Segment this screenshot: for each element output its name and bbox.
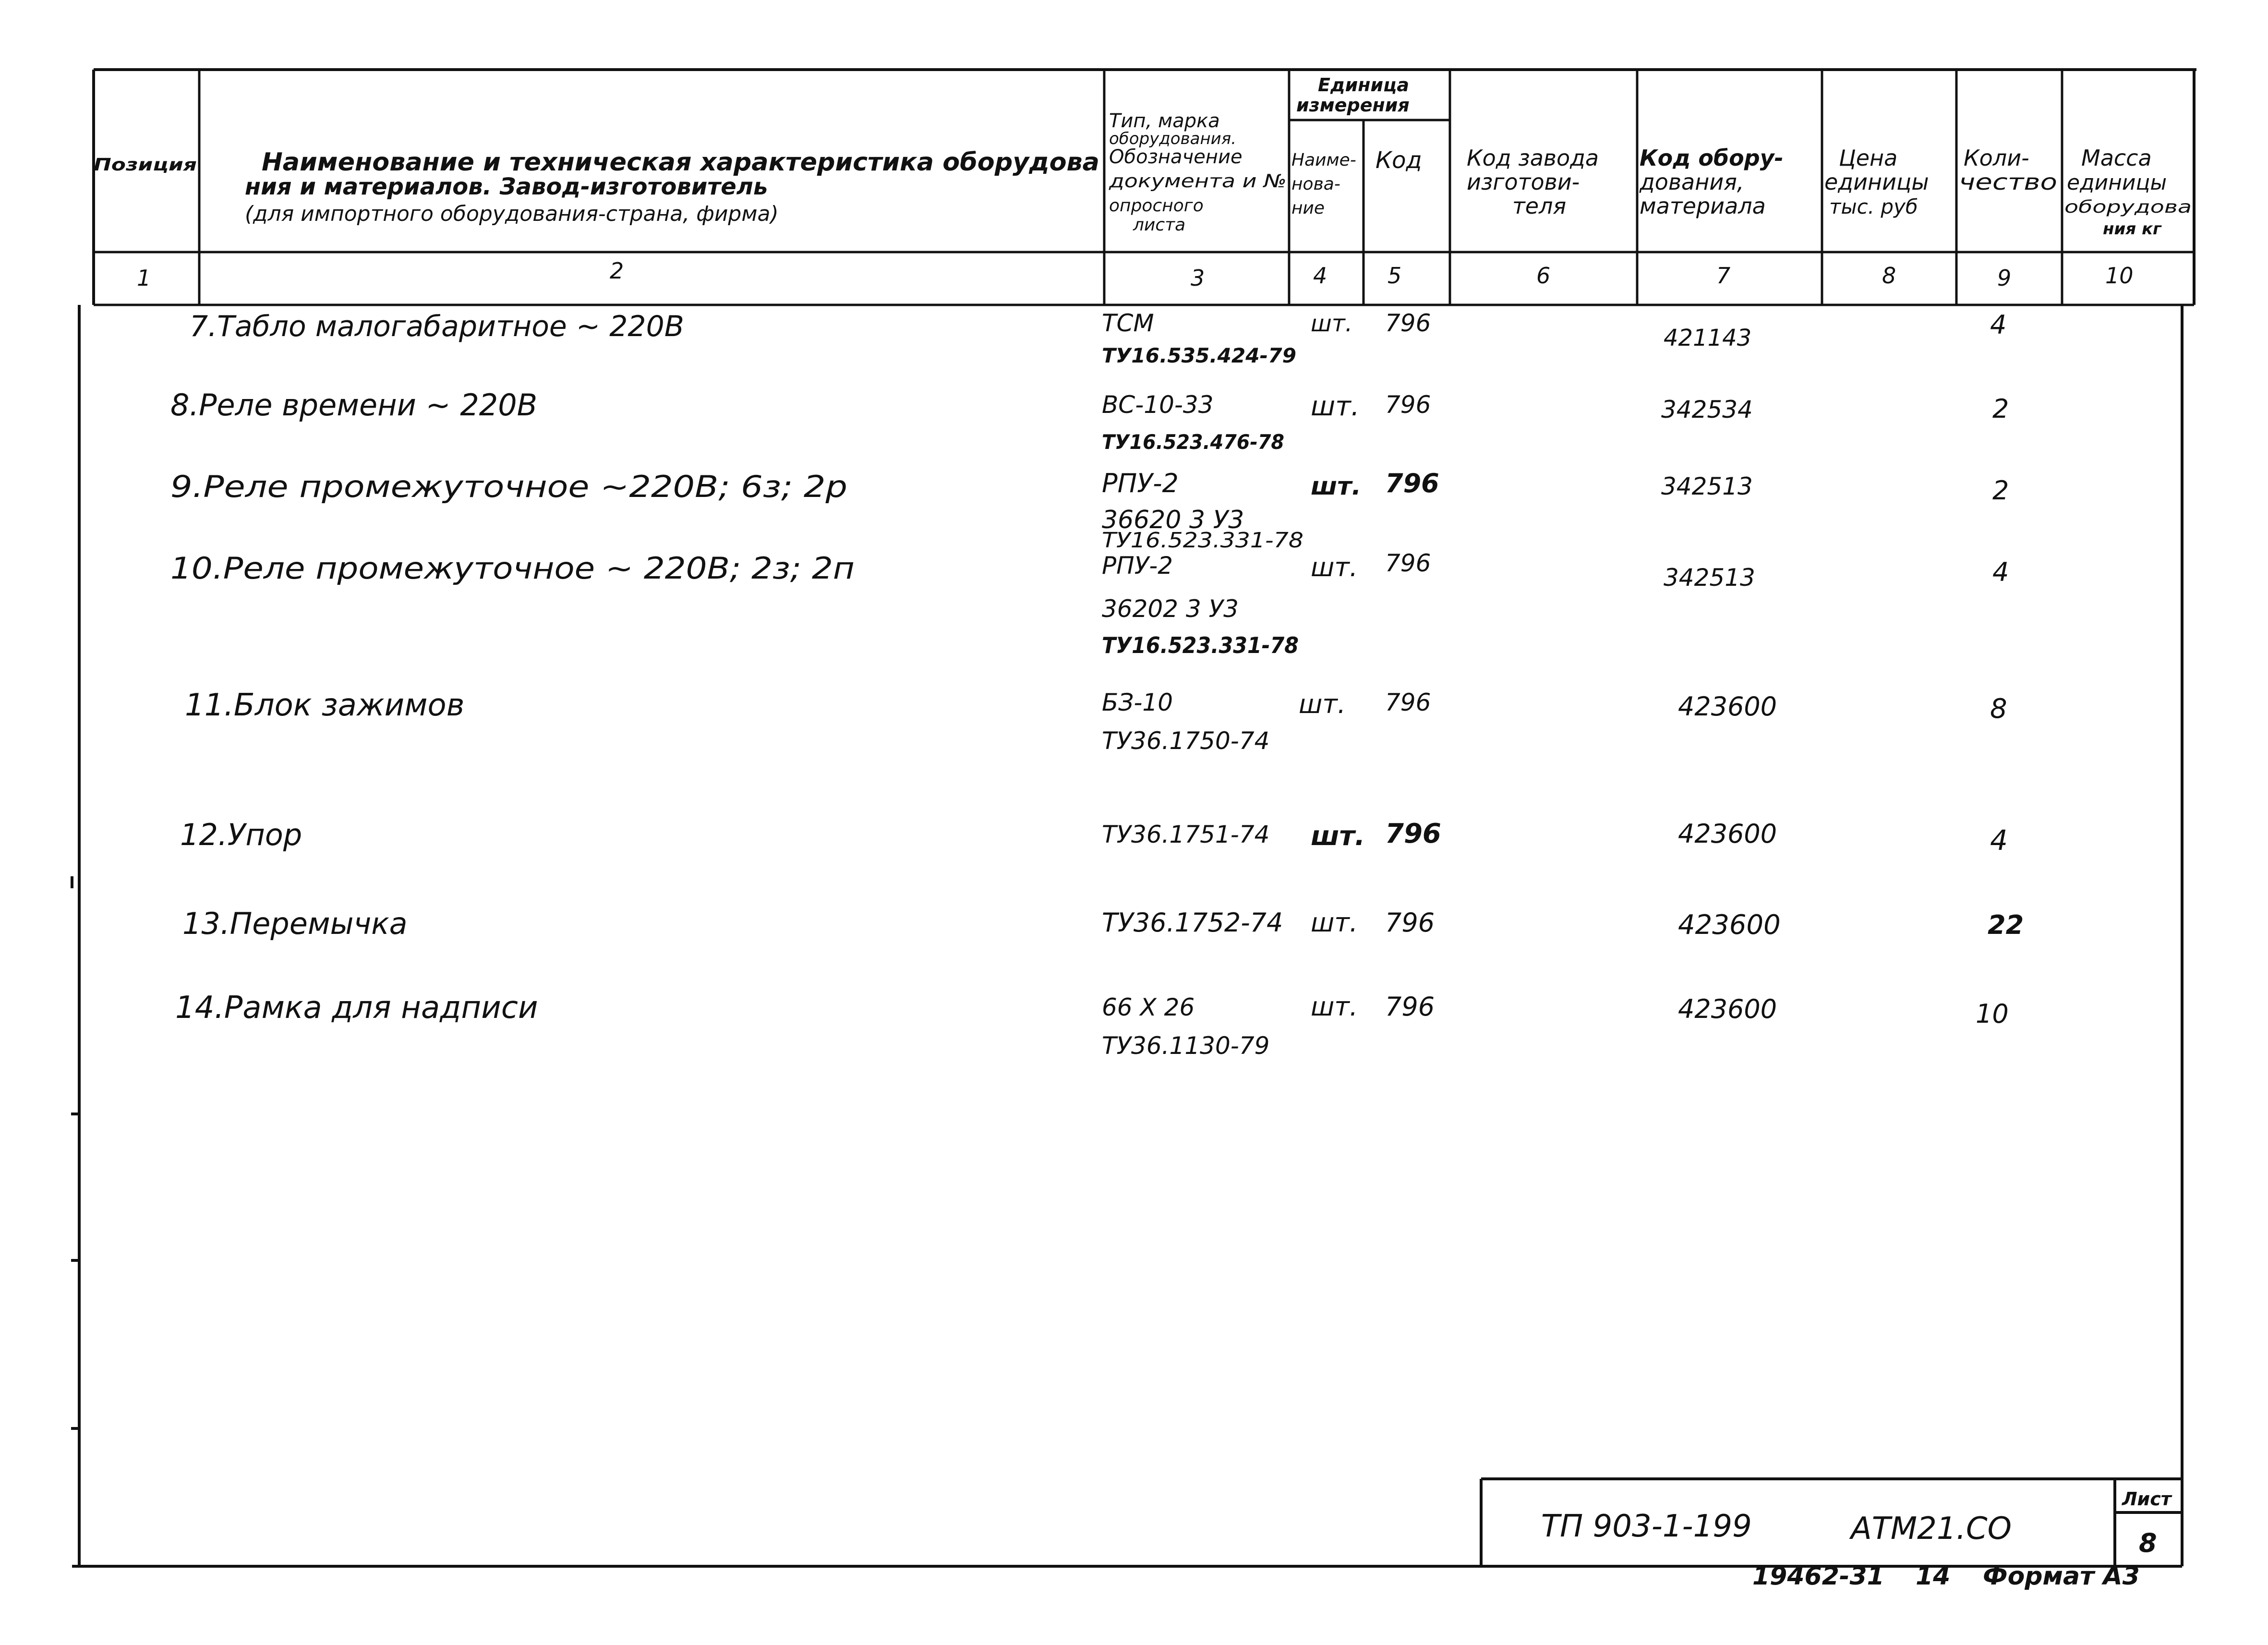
item-material-code: 423600: [1678, 819, 1777, 849]
header-unit-group-line1: Единица: [1318, 74, 1409, 96]
header-name-line3: (для импортного оборудования-страна, фирма): [245, 202, 779, 226]
item-unit-code: 796: [1385, 992, 1435, 1022]
item-unit-code: 796: [1385, 907, 1435, 938]
column-number: 7: [1716, 263, 1731, 289]
header-unit-code: Код: [1375, 147, 1422, 174]
item-unit: шт.: [1311, 552, 1358, 582]
header-name-line2: ния и материалов. Завод-изготовитель: [245, 173, 768, 200]
sheet-label: Лист: [2122, 1488, 2171, 1510]
header-mass-line2: единицы: [2067, 170, 2167, 195]
table-row: [170, 387, 2009, 454]
item-quantity: 4: [1990, 310, 2007, 340]
column-number: 8: [1882, 263, 1896, 289]
document-code: АТМ21.СО: [1851, 1511, 2012, 1547]
copy-number: 14: [1916, 1562, 1951, 1591]
item-name: 11.Блок зажимов: [185, 688, 465, 723]
header-type-line2: оборудования.: [1109, 129, 1237, 148]
column-number: 5: [1387, 263, 1402, 289]
column-number: 1: [137, 265, 151, 291]
item-unit: шт.: [1311, 821, 1365, 852]
column-numbers: [137, 258, 2134, 291]
header-type-line3: Обозначение: [1109, 146, 1243, 168]
item-type-line: ТУ36.1130-79: [1102, 1032, 1270, 1060]
header-factory-code-line1: Код завода: [1467, 145, 1599, 171]
header-material-code-line3: материала: [1640, 193, 1766, 219]
sheet-format: Формат А3: [1983, 1562, 2140, 1591]
sheet-number: 8: [2139, 1528, 2157, 1558]
table-header: [94, 74, 2192, 239]
header-type-line6: листа: [1133, 215, 1186, 235]
item-material-code: 423600: [1678, 691, 1777, 722]
item-type-line: БЗ-10: [1102, 689, 1173, 716]
item-unit: шт.: [1311, 391, 1360, 422]
table-row: [175, 990, 2009, 1060]
header-type-line4: документа и №: [1108, 170, 1287, 192]
table-body: [170, 309, 2024, 1060]
header-quantity-line2: чество: [1959, 169, 2057, 195]
item-type-line: ВС-10-33: [1102, 391, 1214, 419]
header-material-code-line2: дования,: [1640, 169, 1744, 195]
item-name: 9.Реле промежуточное ~220В; 6з; 2р: [170, 469, 848, 504]
sheet-frame: [72, 70, 2196, 1566]
item-quantity: 22: [1988, 910, 2024, 940]
item-material-code: 423600: [1678, 994, 1777, 1024]
item-type-line: ТУ36.1752-74: [1102, 907, 1283, 938]
item-unit-code: 796: [1385, 468, 1439, 498]
header-name-line1: Наименование и техническая характеристика оборудова: [262, 148, 1099, 177]
table-row: [170, 468, 2009, 553]
header-position: Позиция: [94, 155, 197, 175]
item-name: 8.Реле времени ~ 220В: [170, 387, 538, 423]
item-quantity: 4: [1990, 824, 2008, 857]
item-unit-code: 796: [1385, 818, 1441, 849]
archive-number: 19462-31: [1752, 1562, 1884, 1591]
item-type-line: ТУ36.1751-74: [1102, 821, 1270, 848]
footer: [1752, 1562, 2140, 1591]
header-price-line2: единицы: [1824, 169, 1929, 195]
item-type-line: ТСМ: [1102, 309, 1154, 337]
header-factory-code-line3: теля: [1512, 193, 1567, 219]
item-material-code: 342513: [1664, 564, 1755, 592]
column-number: 6: [1536, 263, 1551, 289]
item-material-code: 342513: [1661, 472, 1753, 500]
table-row: [190, 309, 2006, 367]
item-unit: шт.: [1311, 907, 1358, 938]
item-unit: шт.: [1311, 310, 1353, 337]
header-price-line3: тыс. руб: [1829, 195, 1918, 218]
item-type-line: ТУ16.523.331-78: [1102, 632, 1299, 658]
item-quantity: 8: [1990, 693, 2007, 725]
item-material-code: 423600: [1678, 909, 1781, 941]
item-unit-code: 796: [1385, 549, 1431, 577]
item-quantity: 2: [1992, 394, 2009, 424]
header-material-code-line1: Код обору-: [1640, 145, 1784, 171]
item-type-line: ТУ16.535.424-79: [1102, 344, 1296, 367]
table-row: [182, 906, 2024, 941]
item-material-code: 342534: [1661, 396, 1753, 423]
item-name: 13.Перемычка: [182, 906, 408, 941]
item-unit: шт.: [1311, 992, 1358, 1022]
table-row: [170, 549, 2009, 658]
header-price-line1: Цена: [1839, 145, 1898, 171]
header-mass-line1: Масса: [2081, 145, 2152, 171]
header-type-line5: опросного: [1109, 196, 1204, 216]
column-number: 10: [2105, 263, 2134, 289]
item-quantity: 4: [1992, 557, 2009, 587]
item-type-line: РПУ-2: [1102, 468, 1179, 498]
title-block: [1481, 1479, 2182, 1566]
item-type-line: 36202 3 У3: [1102, 595, 1239, 623]
item-unit-code: 796: [1385, 391, 1431, 419]
header-unit-name-line3: ние: [1291, 198, 1325, 218]
header-quantity-line1: Коли-: [1964, 145, 2029, 171]
item-unit: шт.: [1311, 472, 1362, 501]
header-type-line1: Тип, марка: [1109, 110, 1220, 132]
header-unit-group-line2: измерения: [1296, 95, 1410, 116]
item-type-line: РПУ-2: [1102, 552, 1173, 580]
item-unit-code: 796: [1385, 689, 1431, 716]
item-quantity: 10: [1976, 999, 2009, 1029]
item-unit: шт.: [1299, 689, 1346, 719]
header-factory-code-line2: изготови-: [1467, 169, 1580, 195]
project-code: ТП 903-1-199: [1541, 1509, 1752, 1544]
table-row: [185, 688, 2007, 755]
item-type-line: 36620 3 У3: [1102, 506, 1244, 534]
item-quantity: 2: [1992, 475, 2009, 506]
item-type-line: ТУ16.523.331-78: [1102, 528, 1303, 553]
table-row: [180, 817, 2008, 857]
column-number: 3: [1191, 265, 1205, 291]
item-unit-code: 796: [1385, 309, 1431, 337]
header-unit-name-line2: нова-: [1291, 174, 1340, 194]
column-number: 2: [610, 258, 624, 284]
item-name: 10.Реле промежуточное ~ 220В; 2з; 2п: [170, 551, 855, 586]
header-mass-line3: оборудова: [2064, 197, 2192, 217]
header-unit-name-line1: Наиме-: [1291, 150, 1356, 170]
item-name: 7.Табло малогабаритное ~ 220В: [190, 310, 684, 343]
item-name: 14.Рамка для надписи: [175, 990, 538, 1026]
column-number: 4: [1313, 263, 1327, 289]
item-type-line: ТУ16.523.476-78: [1102, 430, 1284, 454]
column-number: 9: [1997, 265, 2012, 291]
item-type-line: 66 Х 26: [1102, 993, 1195, 1021]
item-material-code: 421143: [1664, 325, 1752, 351]
item-name: 12.Упор: [180, 817, 302, 852]
header-mass-line4: ния кг: [2103, 219, 2161, 239]
item-type-line: ТУ36.1750-74: [1102, 727, 1270, 755]
